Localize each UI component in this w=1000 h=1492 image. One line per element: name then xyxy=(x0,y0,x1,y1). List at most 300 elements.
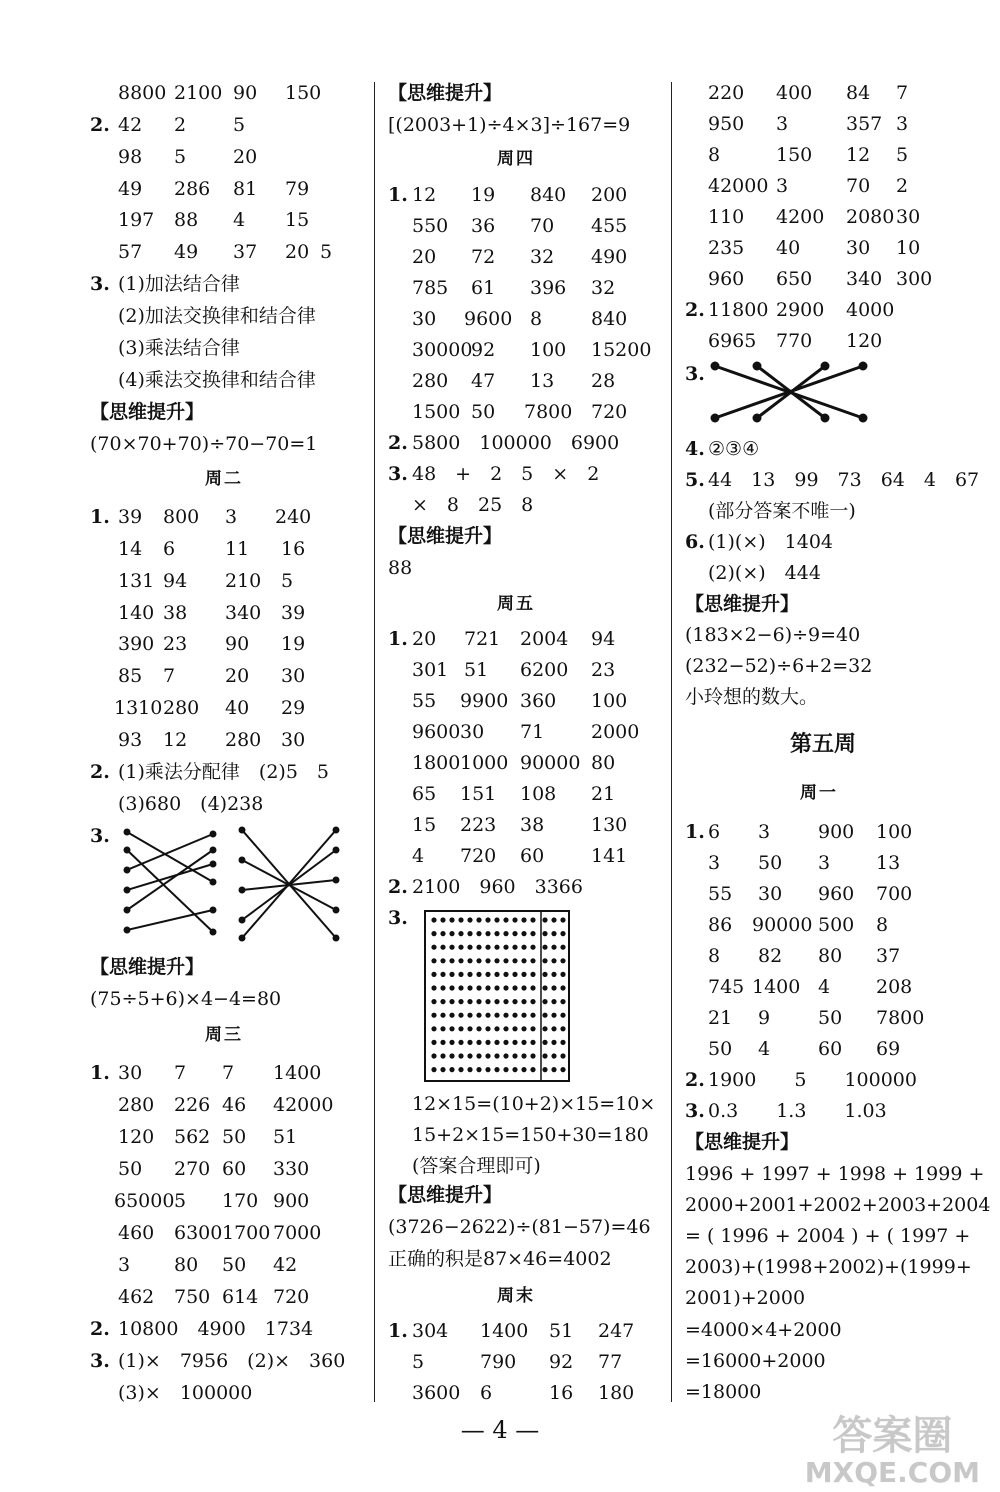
answer-cell: 750 xyxy=(174,1286,211,1308)
answer-cell: 5 xyxy=(320,241,333,263)
dot xyxy=(458,917,463,922)
page-number: — 4 — xyxy=(460,1416,540,1444)
dot xyxy=(551,1067,556,1072)
answer-cell: 5 xyxy=(233,114,246,136)
dot xyxy=(512,1040,517,1045)
answer-cell: 6 xyxy=(163,538,176,560)
dot xyxy=(476,1013,481,1018)
answer-cell: 50 xyxy=(471,401,496,423)
answer-cell: 340 xyxy=(846,268,883,290)
answer-cell: 7800 xyxy=(524,401,573,423)
dot xyxy=(503,958,508,963)
answer-cell: (答案合理即可) xyxy=(412,1155,541,1177)
answer-cell: 40 xyxy=(225,697,250,719)
answer-cell: 88 xyxy=(174,209,199,231)
answer-cell: 950 xyxy=(708,113,745,135)
answer-cell: 247 xyxy=(598,1320,635,1342)
answer-cell: 614 xyxy=(222,1286,259,1308)
dot xyxy=(542,931,547,936)
dot xyxy=(494,1040,499,1045)
answer-cell: 周末 xyxy=(497,1286,535,1306)
dot xyxy=(449,945,454,950)
answer-cell: × 8 25 8 xyxy=(412,494,534,516)
dot xyxy=(494,945,499,950)
dot xyxy=(476,985,481,990)
answer-cell: 70 xyxy=(846,175,871,197)
answer-cell: 77 xyxy=(598,1351,623,1373)
dot xyxy=(449,958,454,963)
dot xyxy=(485,958,490,963)
dot xyxy=(476,958,481,963)
answer-cell: 1800 xyxy=(412,752,461,774)
dot xyxy=(449,972,454,977)
dot xyxy=(551,1013,556,1018)
dot xyxy=(467,1013,472,1018)
dot xyxy=(494,999,499,1004)
answer-cell: 390 xyxy=(118,633,155,655)
column-divider xyxy=(671,82,672,1402)
answer-cell: 11800 xyxy=(708,299,769,321)
dot xyxy=(431,1013,436,1018)
question-number: 6. xyxy=(685,531,705,553)
dot xyxy=(458,999,463,1004)
answer-cell: 60 xyxy=(818,1038,843,1060)
question-number: 3. xyxy=(90,825,110,847)
answer-cell: 3 xyxy=(896,113,909,135)
answer-cell: 12 xyxy=(846,144,871,166)
answer-cell: 208 xyxy=(876,976,913,998)
dot xyxy=(530,999,535,1004)
dot xyxy=(431,1053,436,1058)
dot xyxy=(551,1040,556,1045)
answer-cell: =4000×4+2000 xyxy=(685,1319,842,1341)
answer-cell: 40 xyxy=(776,237,801,259)
dot xyxy=(458,1013,463,1018)
answer-cell: 840 xyxy=(591,308,628,330)
answer-cell: 3 xyxy=(776,113,789,135)
answer-cell: 550 xyxy=(412,215,449,237)
dot xyxy=(530,931,535,936)
answer-cell: 3 xyxy=(118,1254,131,1276)
answer-cell: 7 xyxy=(163,665,176,687)
dot xyxy=(530,917,535,922)
dot xyxy=(512,917,517,922)
answer-cell: 1400 xyxy=(752,976,801,998)
answer-cell: 745 xyxy=(708,976,745,998)
question-number: 1. xyxy=(685,821,705,843)
answer-cell: 396 xyxy=(530,277,567,299)
dot xyxy=(512,985,517,990)
dot xyxy=(440,958,445,963)
dot xyxy=(431,917,436,922)
dot xyxy=(542,1067,547,1072)
answer-cell: 30 xyxy=(118,1062,143,1084)
answer-cell: 141 xyxy=(591,845,628,867)
dot xyxy=(458,931,463,936)
dot xyxy=(485,1013,490,1018)
answer-cell: 23 xyxy=(591,659,616,681)
answer-cell: 84 xyxy=(846,82,871,104)
answer-cell: 4 xyxy=(233,209,246,231)
answer-cell: 400 xyxy=(776,82,813,104)
dot xyxy=(494,931,499,936)
dot xyxy=(551,931,556,936)
answer-cell: 周一 xyxy=(800,783,838,803)
dot xyxy=(560,985,565,990)
answer-cell: 304 xyxy=(412,1320,449,1342)
dot xyxy=(467,1040,472,1045)
answer-cell: 2100 960 3366 xyxy=(412,876,583,898)
answer-cell: (232−52)÷6+2=32 xyxy=(685,655,873,677)
dot xyxy=(551,958,556,963)
answer-cell: 6 xyxy=(708,821,721,843)
answer-cell: 6200 xyxy=(520,659,569,681)
dot xyxy=(449,985,454,990)
question-number: 2. xyxy=(90,761,110,783)
dot xyxy=(485,945,490,950)
dot xyxy=(530,1067,535,1072)
answer-cell: 90000 xyxy=(520,752,581,774)
answer-cell: 20 xyxy=(225,665,250,687)
answer-cell: 180 xyxy=(598,1382,635,1404)
answer-cell: 280 xyxy=(163,697,200,719)
dot xyxy=(551,999,556,1004)
answer-cell: 240 xyxy=(275,506,312,528)
dot xyxy=(503,972,508,977)
answer-cell: 13 xyxy=(876,852,901,874)
answer-cell: (3)乘法结合律 xyxy=(118,337,240,359)
dot xyxy=(530,972,535,977)
matching-diagram-right xyxy=(232,820,347,950)
dot xyxy=(467,1067,472,1072)
answer-cell: 1400 xyxy=(480,1320,529,1342)
answer-cell: 1310 xyxy=(114,697,163,719)
answer-cell: 15 xyxy=(285,209,310,231)
answer-cell: 960 xyxy=(818,883,855,905)
answer-cell: 131 xyxy=(118,570,155,592)
answer-cell: 8800 xyxy=(118,82,167,104)
answer-cell: 46 xyxy=(222,1094,247,1116)
dot xyxy=(431,999,436,1004)
answer-cell: 2000 xyxy=(591,721,640,743)
dot xyxy=(458,958,463,963)
dot xyxy=(503,1013,508,1018)
answer-cell: 8 xyxy=(876,914,889,936)
answer-cell: 42 xyxy=(273,1254,298,1276)
dot xyxy=(521,945,526,950)
dot xyxy=(560,999,565,1004)
answer-cell: 7800 xyxy=(876,1007,925,1029)
answer-cell: 5 xyxy=(896,144,909,166)
answer-cell: 110 xyxy=(708,206,745,228)
answer-cell: 8 xyxy=(530,308,543,330)
dot xyxy=(560,958,565,963)
answer-cell: 98 xyxy=(118,146,143,168)
dot xyxy=(512,1013,517,1018)
answer-cell: 37 xyxy=(876,945,901,967)
answer-cell: 6 xyxy=(480,1382,493,1404)
answer-cell: 65000 xyxy=(114,1190,175,1212)
dot xyxy=(449,999,454,1004)
dot xyxy=(503,1067,508,1072)
dot xyxy=(440,1013,445,1018)
dot xyxy=(503,931,508,936)
answer-cell: 650 xyxy=(776,268,813,290)
dot xyxy=(521,1040,526,1045)
answer-cell: 8 xyxy=(708,144,721,166)
dot xyxy=(440,972,445,977)
answer-cell: 10800 4900 1734 xyxy=(118,1318,314,1340)
dot xyxy=(449,931,454,936)
dot xyxy=(485,972,490,977)
dot xyxy=(449,1026,454,1031)
matching-diagram-left xyxy=(115,820,225,945)
dot xyxy=(521,1013,526,1018)
answer-cell: 100 xyxy=(876,821,913,843)
answer-cell: 2000+2001+2002+2003+2004 xyxy=(685,1194,991,1216)
answer-cell: 94 xyxy=(591,628,616,650)
dot xyxy=(431,985,436,990)
answer-cell: 4000 xyxy=(846,299,895,321)
answer-cell: 900 xyxy=(273,1190,310,1212)
answer-cell: 100 xyxy=(591,690,628,712)
dot xyxy=(431,1067,436,1072)
question-number: 2. xyxy=(685,1069,705,1091)
answer-cell: 正确的积是87×46=4002 xyxy=(388,1248,612,1270)
answer-cell: =18000 xyxy=(685,1381,762,1403)
dot xyxy=(431,945,436,950)
answer-cell: 562 xyxy=(174,1126,211,1148)
answer-cell: 57 xyxy=(118,241,143,263)
answer-cell: 3 xyxy=(225,506,238,528)
dot xyxy=(530,1040,535,1045)
answer-cell: 60 xyxy=(520,845,545,867)
answer-cell: 13 xyxy=(530,370,555,392)
watermark xyxy=(805,1414,980,1488)
dot xyxy=(521,958,526,963)
answer-cell: 280 xyxy=(225,729,262,751)
answer-cell: 15 xyxy=(412,814,437,836)
answer-cell: 7 xyxy=(896,82,909,104)
answer-cell: 150 xyxy=(776,144,813,166)
answer-cell: 200 xyxy=(591,184,628,206)
dot xyxy=(449,917,454,922)
dot xyxy=(458,1040,463,1045)
dot xyxy=(542,999,547,1004)
dot xyxy=(503,1026,508,1031)
answer-cell: 280 xyxy=(412,370,449,392)
answer-cell: 90 xyxy=(233,82,258,104)
answer-cell: 840 xyxy=(530,184,567,206)
dot xyxy=(485,999,490,1004)
dot xyxy=(560,1053,565,1058)
dot xyxy=(476,1067,481,1072)
answer-cell: 460 xyxy=(118,1222,155,1244)
dot xyxy=(476,945,481,950)
dot xyxy=(431,958,436,963)
dot xyxy=(431,972,436,977)
answer-cell: 11 xyxy=(225,538,250,560)
column-divider xyxy=(374,82,375,1402)
answer-cell: 36 xyxy=(471,215,496,237)
answer-cell: = ( 1996 + 2004 ) + ( 1997 + xyxy=(685,1225,971,1247)
answer-cell: 80 xyxy=(818,945,843,967)
answer-cell: 38 xyxy=(520,814,545,836)
dot xyxy=(440,945,445,950)
answer-cell: 30 xyxy=(846,237,871,259)
question-number: 1. xyxy=(388,184,408,206)
answer-cell: 周三 xyxy=(205,1025,243,1045)
question-number: 1. xyxy=(388,1320,408,1342)
dot xyxy=(503,1053,508,1058)
answer-cell: 15200 xyxy=(591,339,652,361)
answer-cell: 4200 xyxy=(776,206,825,228)
answer-cell: 3 xyxy=(708,852,721,874)
answer-cell: 1700 xyxy=(222,1222,271,1244)
dot xyxy=(467,972,472,977)
answer-cell: 2100 xyxy=(174,82,223,104)
answer-cell: 340 xyxy=(225,602,262,624)
answer-cell: 29 xyxy=(281,697,306,719)
dot xyxy=(467,1026,472,1031)
dot xyxy=(494,985,499,990)
answer-cell: 50 xyxy=(222,1254,247,1276)
dot xyxy=(494,1053,499,1058)
answer-cell: 770 xyxy=(776,330,813,352)
answer-cell: 9600 xyxy=(412,721,461,743)
answer-cell: 【思维提升】 xyxy=(685,593,800,615)
answer-cell: 51 xyxy=(464,659,489,681)
dot xyxy=(476,1040,481,1045)
answer-cell: 32 xyxy=(530,246,555,268)
answer-cell: 151 xyxy=(460,783,497,805)
question-number: 3. xyxy=(685,363,705,385)
answer-cell: 第五周 xyxy=(790,731,857,757)
answer-cell: 55 xyxy=(708,883,733,905)
dot xyxy=(458,1053,463,1058)
answer-cell: 16 xyxy=(281,538,306,560)
answer-cell: (2)加法交换律和结合律 xyxy=(118,305,316,327)
dot xyxy=(512,945,517,950)
answer-cell: 30 xyxy=(460,721,485,743)
dot xyxy=(440,1053,445,1058)
dot xyxy=(521,985,526,990)
dot xyxy=(485,1067,490,1072)
answer-cell: =16000+2000 xyxy=(685,1350,826,1372)
dot xyxy=(521,1067,526,1072)
question-number: 3. xyxy=(388,463,408,485)
question-number: 3. xyxy=(685,1100,705,1122)
dot xyxy=(440,931,445,936)
dot xyxy=(542,958,547,963)
dot xyxy=(503,999,508,1004)
answer-cell: 5 xyxy=(412,1351,425,1373)
answer-cell: 2 xyxy=(174,114,187,136)
answer-cell: 100 xyxy=(530,339,567,361)
answer-cell: 42 xyxy=(118,114,143,136)
dot xyxy=(431,1026,436,1031)
answer-cell: 270 xyxy=(174,1158,211,1180)
dot xyxy=(542,1013,547,1018)
dot xyxy=(449,1040,454,1045)
dot xyxy=(521,1053,526,1058)
answer-cell: 周二 xyxy=(205,469,243,489)
answer-cell: (1)× 7956 (2)× 360 xyxy=(118,1350,346,1372)
dot xyxy=(458,1026,463,1031)
dot xyxy=(503,985,508,990)
answer-cell: 226 xyxy=(174,1094,211,1116)
answer-cell: 1400 xyxy=(273,1062,322,1084)
dot xyxy=(521,917,526,922)
answer-cell: [(2003+1)÷4×3]÷167=9 xyxy=(388,114,631,136)
answer-cell: 周五 xyxy=(497,594,535,614)
answer-cell: 790 xyxy=(480,1351,517,1373)
dot xyxy=(458,1067,463,1072)
dot xyxy=(440,1040,445,1045)
dot xyxy=(476,1053,481,1058)
answer-cell: 960 xyxy=(708,268,745,290)
answer-cell: 42000 xyxy=(708,175,769,197)
answer-cell: 150 xyxy=(285,82,322,104)
dot xyxy=(476,1026,481,1031)
question-number: 5. xyxy=(685,469,705,491)
question-number: 1. xyxy=(90,506,110,528)
answer-cell: 65 xyxy=(412,783,437,805)
dot xyxy=(530,1026,535,1031)
answer-cell: 720 xyxy=(460,845,497,867)
question-number: 2. xyxy=(388,432,408,454)
answer-cell: 220 xyxy=(708,82,745,104)
dot xyxy=(503,945,508,950)
question-number: 3. xyxy=(90,273,110,295)
answer-cell: (3726−2622)÷(81−57)=46 xyxy=(388,1216,651,1238)
dot xyxy=(560,917,565,922)
answer-cell: 38 xyxy=(163,602,188,624)
dot xyxy=(485,985,490,990)
answer-cell: (1)乘法分配律 (2)5 5 xyxy=(118,761,330,783)
dot xyxy=(431,1040,436,1045)
answer-cell: 【思维提升】 xyxy=(388,1184,503,1206)
answer-cell: 20 xyxy=(285,241,310,263)
dot xyxy=(542,917,547,922)
dot xyxy=(494,917,499,922)
answer-cell: 【思维提升】 xyxy=(90,401,205,423)
dot xyxy=(530,985,535,990)
answer-cell: 55 xyxy=(412,690,437,712)
answer-cell: 49 xyxy=(174,241,199,263)
answer-cell: 51 xyxy=(549,1320,574,1342)
dot xyxy=(485,1053,490,1058)
answer-cell: 50 xyxy=(758,852,783,874)
answer-cell: 5800 100000 6900 xyxy=(412,432,620,454)
answer-cell: 23 xyxy=(163,633,188,655)
dot xyxy=(560,1026,565,1031)
dot xyxy=(560,1040,565,1045)
answer-cell: 9900 xyxy=(460,690,509,712)
answer-cell: (4)乘法交换律和结合律 xyxy=(118,369,316,391)
answer-cell: 5 xyxy=(174,146,187,168)
answer-cell: 1500 xyxy=(412,401,461,423)
question-number: 3. xyxy=(388,907,408,929)
answer-cell: 3 xyxy=(776,175,789,197)
answer-cell: 130 xyxy=(591,814,628,836)
answer-cell: 140 xyxy=(118,602,155,624)
dot xyxy=(503,1040,508,1045)
dot-array-figure xyxy=(424,910,570,1082)
answer-cell: 80 xyxy=(591,752,616,774)
dot xyxy=(467,985,472,990)
dot xyxy=(494,972,499,977)
